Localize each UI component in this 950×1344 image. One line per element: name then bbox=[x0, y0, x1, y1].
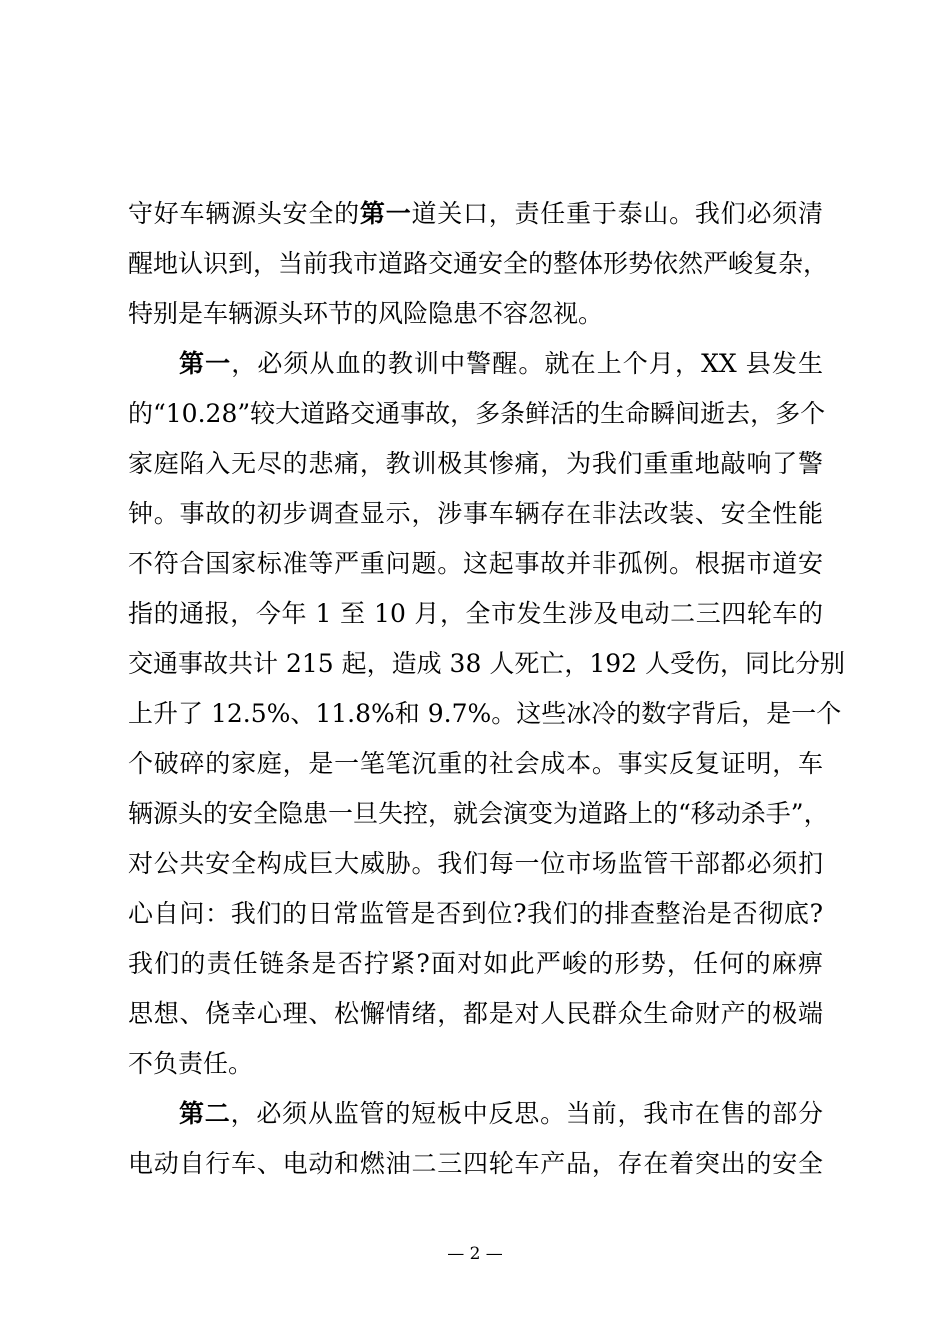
line-text: 不符合国家标准等严重问题。这起事故并非孤例。根据市道安 bbox=[128, 549, 823, 578]
line-text: 守好车辆源头安全的 bbox=[128, 199, 360, 228]
line-text: 的“10.28”较大道路交通事故，多条鲜活的生命瞬间逝去，多个 bbox=[128, 399, 826, 428]
text-line bbox=[128, 939, 823, 989]
text-line bbox=[128, 189, 823, 239]
text-line bbox=[128, 289, 823, 339]
text-line bbox=[128, 339, 823, 389]
line-text: 电动自行车、电动和燃油二三四轮车产品，存在着突出的安全 bbox=[128, 1149, 823, 1178]
page-number: — 2 — bbox=[447, 1244, 503, 1264]
bold-heading-text: 第一 bbox=[359, 199, 412, 228]
line-text: 家庭陷入无尽的悲痛，教训极其惨痛，为我们重重地敲响了警 bbox=[128, 449, 823, 478]
line-text: 思想、侥幸心理、松懈情绪，都是对人民群众生命财产的极端 bbox=[128, 999, 823, 1028]
line-text: 特别是车辆源头环节的风险隐患不容忽视。 bbox=[128, 299, 604, 328]
text-line bbox=[128, 889, 823, 939]
line-text: 不负责任。 bbox=[128, 1049, 254, 1078]
text-line bbox=[128, 639, 845, 689]
bold-heading-text: 第二 bbox=[179, 1099, 231, 1128]
text-line bbox=[128, 689, 842, 739]
document-body bbox=[128, 189, 845, 1189]
text-line bbox=[128, 589, 823, 639]
text-line bbox=[128, 989, 823, 1039]
text-line bbox=[128, 1139, 823, 1189]
line-text: 钟。事故的初步调查显示，涉事车辆存在非法改装、安全性能 bbox=[128, 499, 823, 528]
line-text: 交通事故共计 215 起，造成 38 人死亡，192 人受伤，同比分别 bbox=[128, 649, 845, 678]
line-text: 指的通报，今年 1 至 10 月，全市发生涉及电动二三四轮车的 bbox=[128, 599, 823, 628]
text-line bbox=[128, 489, 823, 539]
line-text: 个破碎的家庭，是一笔笔沉重的社会成本。事实反复证明，车 bbox=[128, 749, 823, 778]
line-text: 醒地认识到，当前我市道路交通安全的整体形势依然严峻复杂， bbox=[128, 249, 829, 278]
text-line bbox=[128, 739, 823, 789]
line-text: 对公共安全构成巨大威胁。我们每一位市场监管干部都必须扪 bbox=[128, 849, 823, 878]
text-line bbox=[128, 789, 829, 839]
text-line bbox=[128, 539, 823, 589]
line-text: 辆源头的安全隐患一旦失控，就会演变为道路上的“移动杀手”， bbox=[128, 799, 829, 828]
text-line bbox=[128, 1039, 823, 1089]
text-line bbox=[128, 389, 826, 439]
line-text: ，必须从监管的短板中反思。当前，我市在售的部分 bbox=[230, 1099, 823, 1128]
line-text: 上升了 12.5%、11.8%和 9.7%。这些冰冷的数字背后，是一个 bbox=[128, 699, 842, 728]
line-text: 心自问：我们的日常监管是否到位?我们的排查整治是否彻底? bbox=[128, 899, 823, 928]
bold-heading-text: 第一 bbox=[179, 349, 232, 378]
text-line bbox=[128, 439, 823, 489]
line-text: 我们的责任链条是否拧紧?面对如此严峻的形势，任何的麻痹 bbox=[128, 949, 823, 978]
line-text: ，必须从血的教训中警醒。就在上个月，XX 县发生 bbox=[231, 349, 823, 378]
text-line bbox=[128, 1089, 823, 1139]
line-text: 道关口，责任重于泰山。我们必须清 bbox=[411, 199, 823, 228]
text-line bbox=[128, 839, 823, 889]
text-line bbox=[128, 239, 829, 289]
